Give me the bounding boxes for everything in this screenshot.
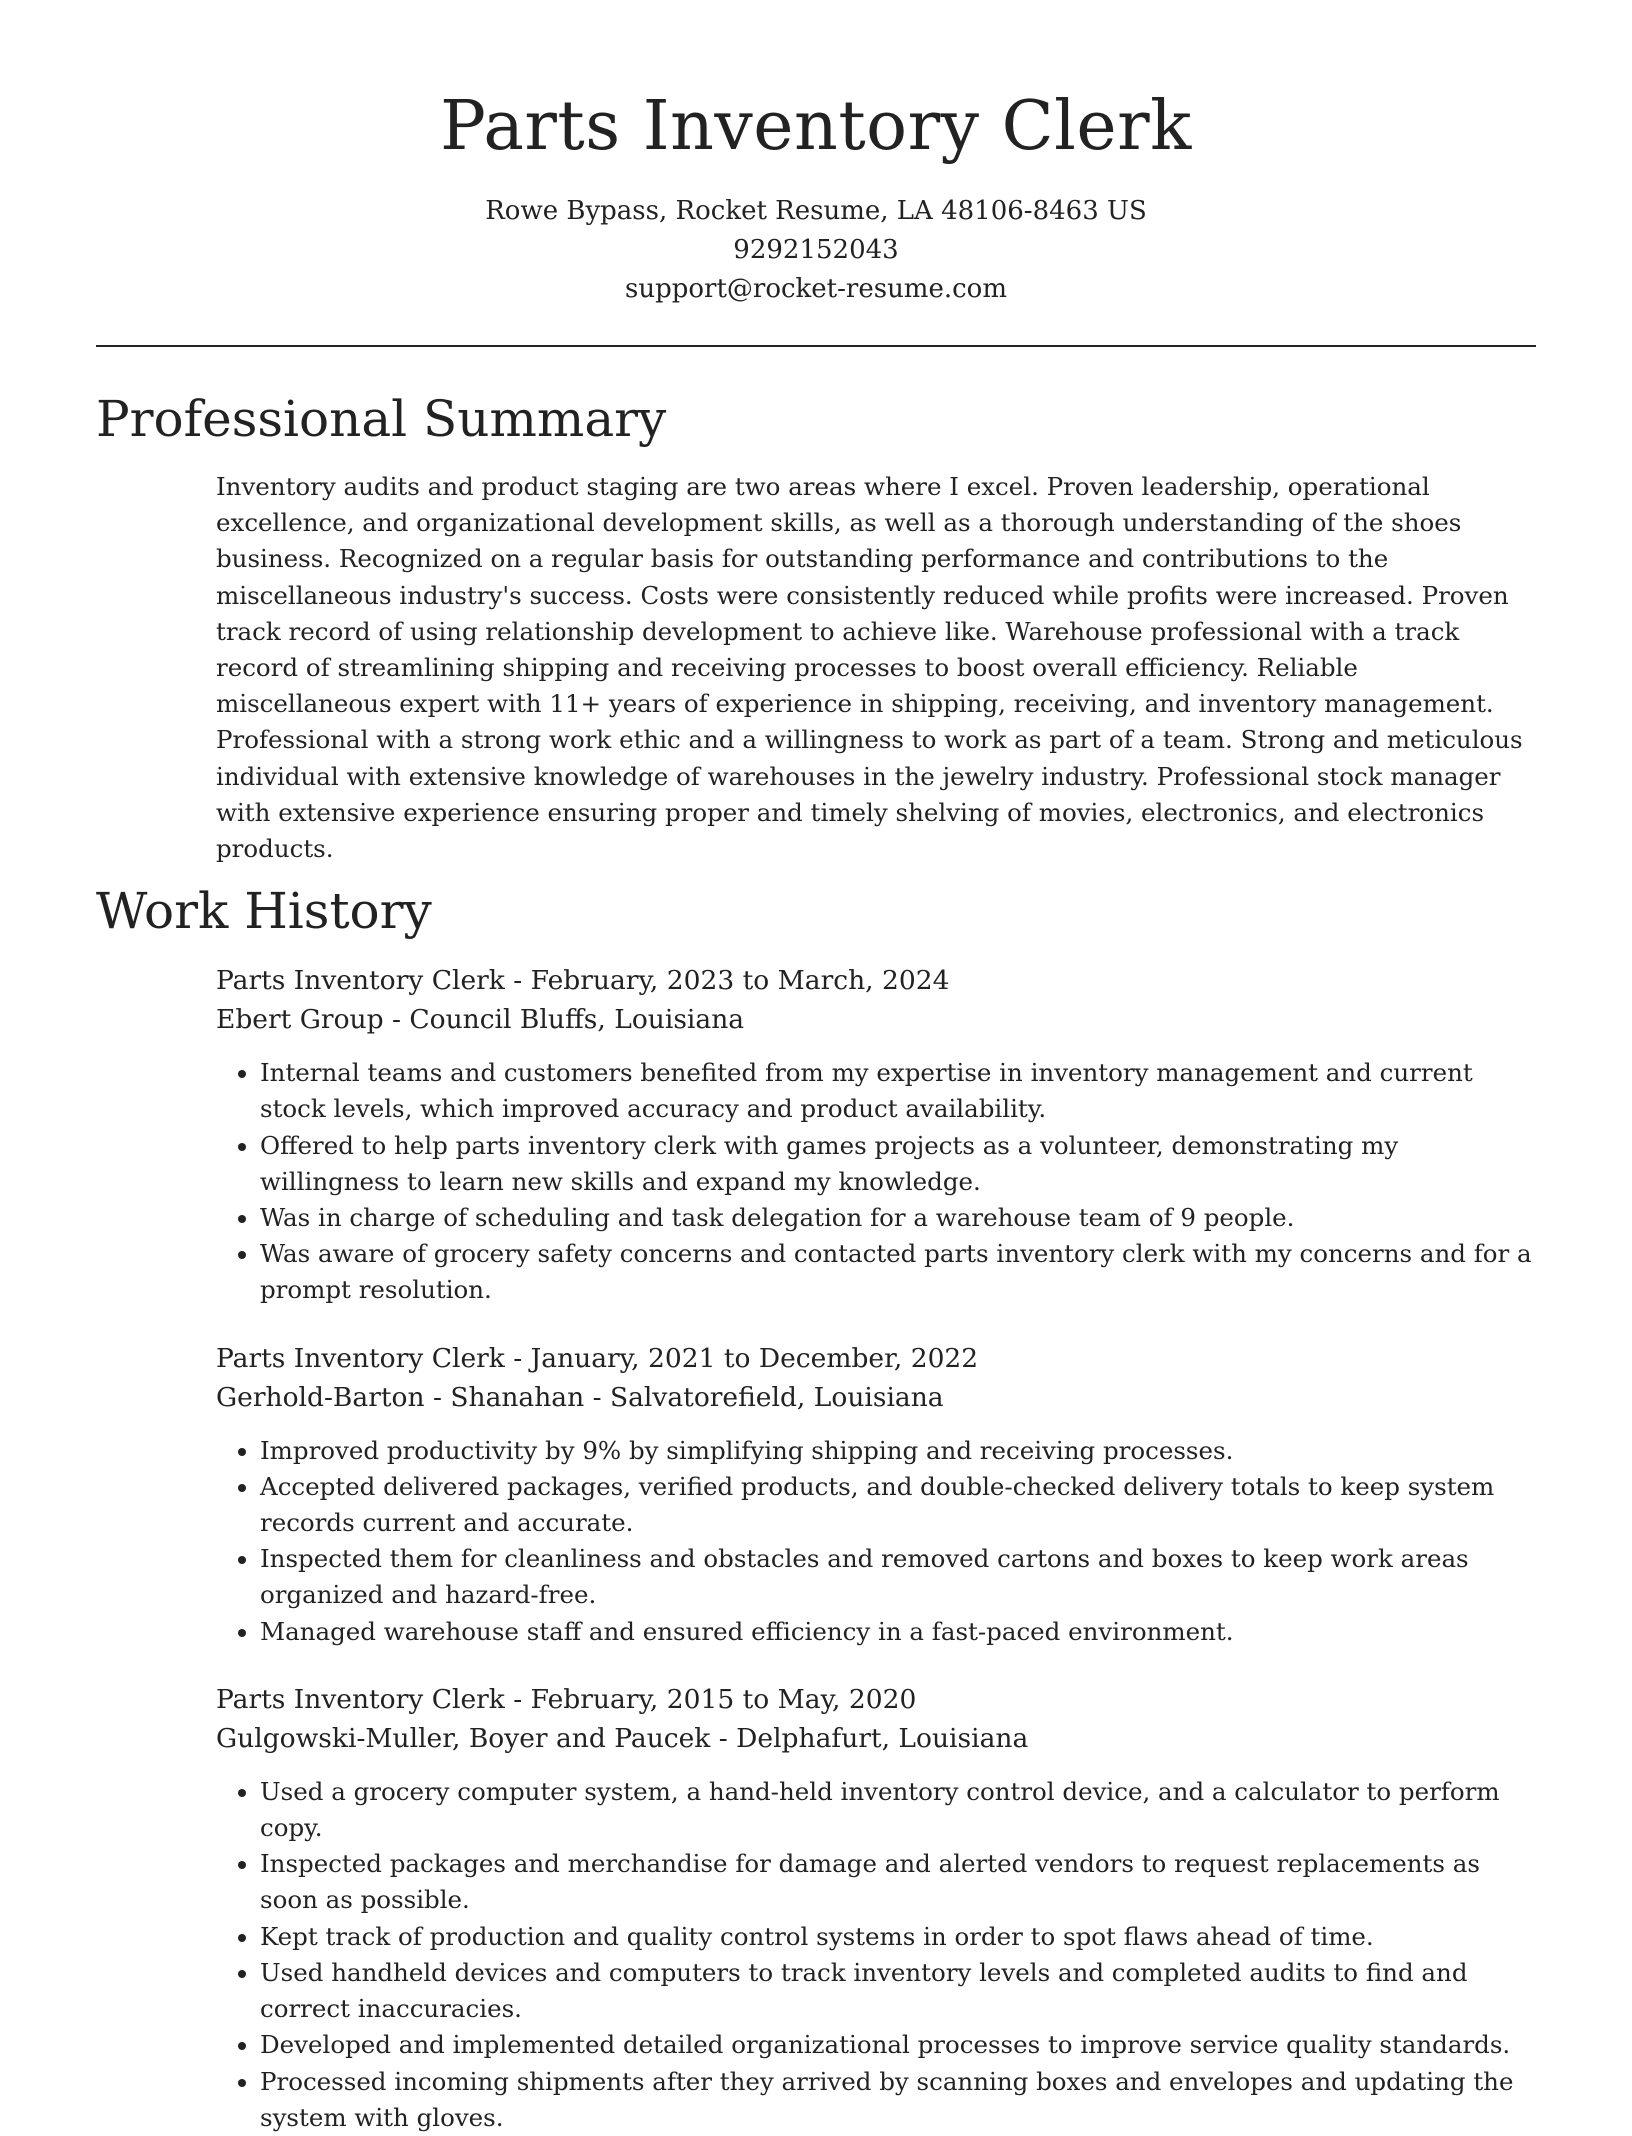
job-title-dates: Parts Inventory Clerk - February, 2015 to May, 2020: [216, 1683, 917, 1715]
job-entry: [216, 1339, 1536, 1650]
job-employer-location: Ebert Group - Council Bluffs, Louisiana: [216, 1004, 745, 1036]
job-duties-list: [216, 1055, 1536, 1308]
job-entry: [216, 961, 1536, 1308]
job-title-dates: Parts Inventory Clerk - February, 2023 to March, 2024: [216, 965, 950, 997]
job-entry: [216, 1680, 1536, 2136]
contact-phone: 9292152043: [733, 235, 899, 265]
job-title-dates: Parts Inventory Clerk - January, 2021 to December, 2022: [216, 1342, 979, 1374]
summary-text: Inventory audits and product staging are two areas where I excel. Proven leadership, operational excellence, and organizational development skills, as well as a thorough understanding of the shoes business. Recognized on a regular basis for outstanding performance and contributions to the miscellaneous industry's success. Costs were consistently reduced while profits were increased. Proven track record of using relationship development to achieve like. Warehouse professional with a track record of streamlining shipping and receiving processes to boost overall efficiency. Reliable miscellaneous expert with 11+ years of experience in shipping, receiving, and inventory management. Professional with a strong work ethic and a willingness to work as part of a team. Strong and meticulous individual with extensive knowledge of warehouses in the jewelry industry. Professional stock manager with extensive experience ensuring proper and timely shelving of movies, electronics, and electronics products.: [216, 472, 1523, 864]
job-duty: • Internal teams and customers benefited from my expertise in inventory management and current stock levels, which improved accuracy and product availability.: [260, 1055, 1536, 1127]
job-duty: • Inspected packages and merchandise for damage and alerted vendors to request replacements as soon as possible.: [260, 1846, 1536, 1918]
contact-block: [96, 192, 1536, 309]
job-duty: • Was in charge of scheduling and task delegation for a warehouse team of 9 people.: [260, 1200, 1536, 1236]
job-duty: • Processed incoming shipments after they arrived by scanning boxes and envelopes and updating the system with gloves.: [260, 2064, 1536, 2136]
summary-heading: Professional Summary: [96, 390, 667, 448]
job-duty: • Accepted delivered packages, verified products, and double-checked delivery totals to keep system records current and accurate.: [260, 1469, 1536, 1541]
work-history-section: [96, 961, 1536, 2136]
job-duties-list: [216, 1774, 1536, 2136]
job-duty: • Developed and implemented detailed organizational processes to improve service quality standards.: [260, 2027, 1536, 2063]
resume-header: [96, 0, 1536, 309]
job-employer-location: Gerhold-Barton - Shanahan - Salvatorefield, Louisiana: [216, 1381, 944, 1413]
contact-email: support@rocket-resume.com: [624, 274, 1007, 304]
job-duty: • Kept track of production and quality control systems in order to spot flaws ahead of time.: [260, 1919, 1536, 1955]
job-duty: • Offered to help parts inventory clerk with games projects as a volunteer, demonstrating my willingness to learn new skills and expand my knowledge.: [260, 1128, 1536, 1200]
header-divider: [96, 345, 1536, 347]
job-employer-location: Gulgowski-Muller, Boyer and Paucek - Delphafurt, Louisiana: [216, 1722, 1029, 1754]
summary-section: [96, 469, 1536, 867]
job-duty: • Inspected them for cleanliness and obstacles and removed cartons and boxes to keep work areas organized and hazard-free.: [260, 1541, 1536, 1613]
candidate-name: Parts Inventory Clerk: [440, 87, 1192, 166]
job-duty: • Used handheld devices and computers to track inventory levels and completed audits to find and correct inaccuracies.: [260, 1955, 1536, 2027]
work-history-heading: Work History: [96, 882, 432, 941]
contact-address: Rowe Bypass, Rocket Resume, LA 48106-8463 US: [485, 196, 1147, 226]
job-duty: • Used a grocery computer system, a hand-held inventory control device, and a calculator to perform copy.: [260, 1774, 1536, 1846]
job-duty: • Was aware of grocery safety concerns and contacted parts inventory clerk with my concerns and for a prompt resolution.: [260, 1236, 1536, 1308]
job-duty: • Improved productivity by 9% by simplifying shipping and receiving processes.: [260, 1433, 1536, 1469]
job-duties-list: [216, 1433, 1536, 1650]
job-duty: • Managed warehouse staff and ensured efficiency in a fast-paced environment.: [260, 1614, 1536, 1650]
